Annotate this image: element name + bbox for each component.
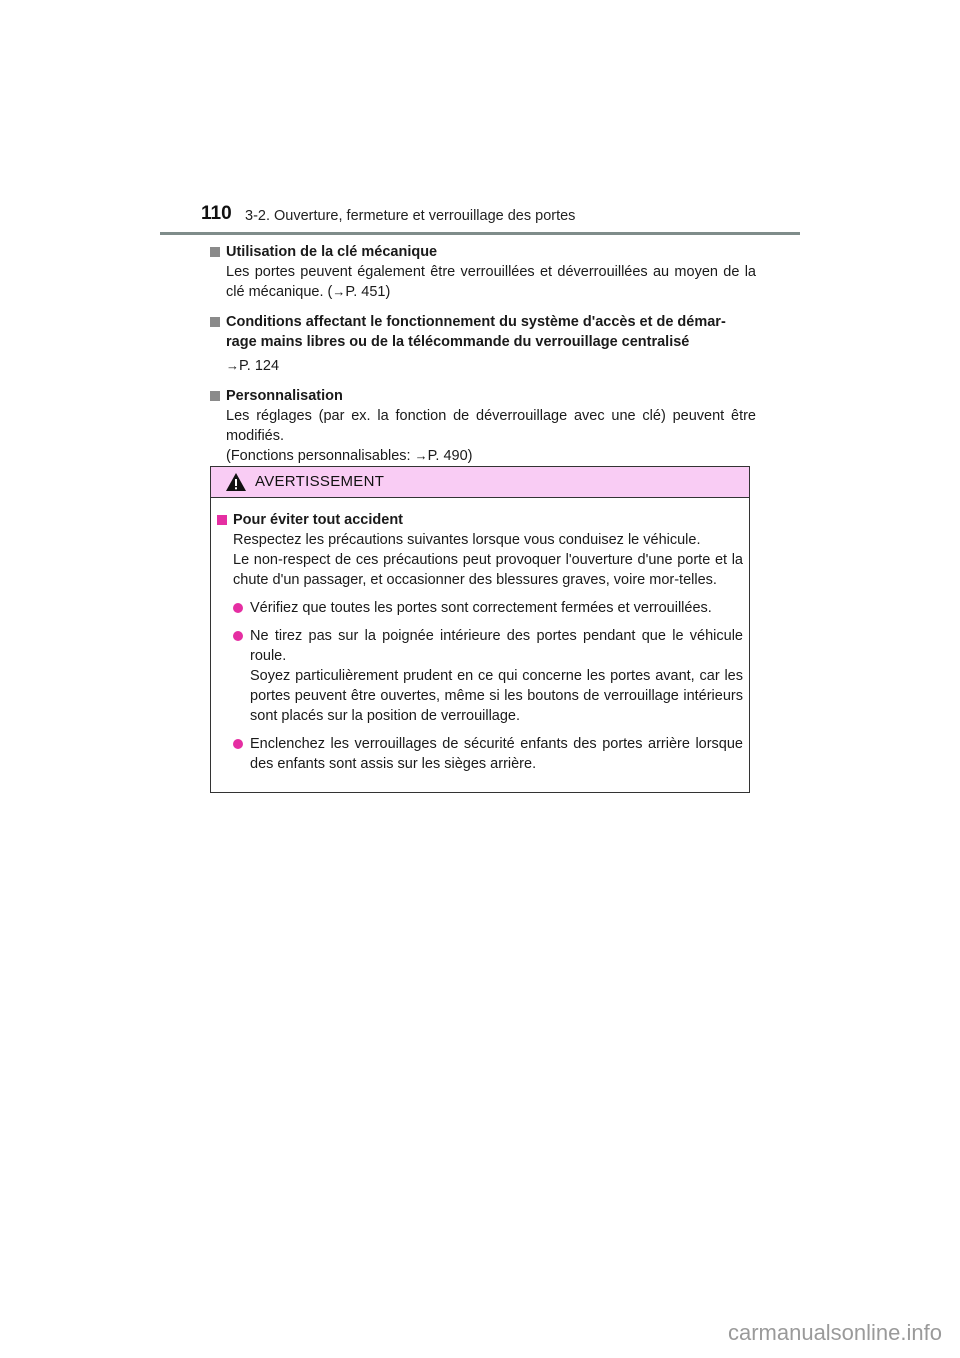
warning-intro: Respectez les précautions suivantes lorsque vous conduisez le véhicule.: [233, 532, 701, 548]
square-bullet-icon: [210, 317, 220, 327]
arrow-right-icon: →: [332, 284, 346, 299]
warning-bullet: Ne tirez pas sur la poignée intérieure des portes pendant que le véhicule roule. Soyez particulièrement prudent en ce qui concerne les portes avant, car les portes peuvent être ouvertes, même si les boutons de verrouillage intérieurs sont placés sur la position de verrouillage.: [217, 626, 743, 726]
square-bullet-icon: [210, 391, 220, 401]
section-customization: [210, 386, 756, 466]
warning-bullet: Enclenchez les verrouillages de sécurité enfants des portes arrière lorsque des enfants sont assis sur les sièges arrière.: [217, 734, 743, 774]
warning-box: [210, 466, 750, 793]
warning-triangle-icon: [225, 472, 247, 492]
section-heading: Utilisation de la clé mécanique: [210, 242, 756, 262]
chapter-title: 3-2. Ouverture, fermeture et verrouillage des portes: [245, 208, 576, 224]
circle-bullet-icon: [233, 631, 243, 641]
square-bullet-icon: [217, 515, 227, 525]
page-number: 110: [201, 203, 232, 224]
section-heading: Conditions affectant le fonctionnement du système d'accès et de démar-rage mains libres ou de la télécommande du verrouillage centralisé: [210, 312, 756, 352]
watermark: carmanualsonline.info: [727, 1320, 942, 1345]
section-text: [210, 356, 756, 376]
square-bullet-icon: [210, 247, 220, 257]
warning-bullet: Vérifiez que toutes les portes sont correctement fermées et verrouillées.: [217, 598, 743, 618]
main-content: [210, 242, 756, 476]
arrow-right-icon: →: [226, 358, 239, 373]
warning-header: [211, 467, 749, 498]
warning-title: AVERTISSEMENT: [255, 473, 385, 490]
circle-bullet-icon: [233, 739, 243, 749]
section-text-reference: (Fonctions personnalisables: →P. 490): [226, 448, 473, 464]
section-heading: Personnalisation: [210, 386, 756, 406]
section-text: Les réglages (par ex. la fonction de déverrouillage avec une clé) peuvent être modifiés.: [226, 408, 756, 444]
warning-intro: Le non-respect de ces précautions peut provoquer l'ouverture d'une porte et la chute d'un passager, et occasionner des blessures graves, voire mor-telles.: [233, 552, 743, 588]
page-reference-link[interactable]: P. 451): [345, 284, 391, 300]
warning-body: [211, 498, 749, 774]
page-reference-link[interactable]: P. 124: [239, 358, 280, 374]
arrow-right-icon: →: [414, 448, 428, 463]
circle-bullet-icon: [233, 603, 243, 613]
warning-heading: Pour éviter tout accident: [217, 510, 743, 530]
section-mechanical-key: [210, 242, 756, 302]
section-conditions: [210, 312, 756, 376]
section-text: Les portes peuvent également être verrouillées et déverrouillées au moyen de la clé mécanique. (→P. 451): [226, 264, 756, 300]
header-divider: [160, 232, 800, 235]
page-reference-link[interactable]: P. 490): [427, 448, 473, 464]
